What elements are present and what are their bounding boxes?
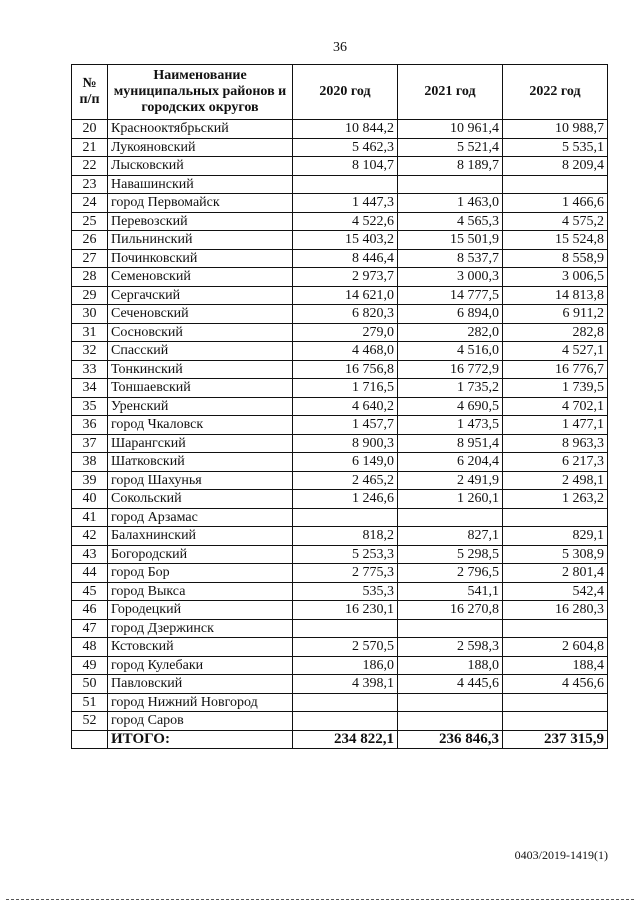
row-name: город Кулебаки	[108, 656, 293, 675]
row-value-2020: 10 844,2	[293, 120, 398, 139]
total-2020: 234 822,1	[293, 730, 398, 749]
table-row	[72, 323, 608, 342]
row-number: 50	[72, 675, 108, 694]
row-value-2021: 14 777,5	[398, 286, 503, 305]
table-row	[72, 471, 608, 490]
table-row	[72, 453, 608, 472]
row-value-2020: 2 973,7	[293, 268, 398, 287]
row-number: 45	[72, 582, 108, 601]
row-value-2020: 1 246,6	[293, 490, 398, 509]
row-value-2020: 4 398,1	[293, 675, 398, 694]
row-value-2022: 15 524,8	[503, 231, 608, 250]
row-value-2021: 541,1	[398, 582, 503, 601]
row-value-2020: 4 522,6	[293, 212, 398, 231]
table-row	[72, 194, 608, 213]
row-value-2022: 3 006,5	[503, 268, 608, 287]
row-name: Семеновский	[108, 268, 293, 287]
row-number: 29	[72, 286, 108, 305]
row-value-2020	[293, 712, 398, 731]
table-row	[72, 434, 608, 453]
row-value-2022: 188,4	[503, 656, 608, 675]
row-number: 52	[72, 712, 108, 731]
row-number: 51	[72, 693, 108, 712]
row-name: Лысковский	[108, 157, 293, 176]
table-row	[72, 582, 608, 601]
header-2021: 2021 год	[398, 65, 503, 120]
row-name: Тоншаевский	[108, 379, 293, 398]
row-value-2022: 14 813,8	[503, 286, 608, 305]
row-value-2020: 279,0	[293, 323, 398, 342]
row-name: Спасский	[108, 342, 293, 361]
row-value-2020: 535,3	[293, 582, 398, 601]
row-value-2022: 829,1	[503, 527, 608, 546]
row-number: 23	[72, 175, 108, 194]
row-value-2022	[503, 175, 608, 194]
row-value-2021: 2 796,5	[398, 564, 503, 583]
row-value-2020: 6 149,0	[293, 453, 398, 472]
row-value-2021: 1 473,5	[398, 416, 503, 435]
row-value-2021: 10 961,4	[398, 120, 503, 139]
row-name: Богородский	[108, 545, 293, 564]
row-value-2022: 4 575,2	[503, 212, 608, 231]
row-value-2022: 6 217,3	[503, 453, 608, 472]
row-name: Тонкинский	[108, 360, 293, 379]
row-name: Сергачский	[108, 286, 293, 305]
total-num-cell	[72, 730, 108, 749]
row-value-2022: 542,4	[503, 582, 608, 601]
row-value-2022: 2 801,4	[503, 564, 608, 583]
row-value-2021	[398, 619, 503, 638]
table-row	[72, 175, 608, 194]
row-value-2021: 4 516,0	[398, 342, 503, 361]
row-value-2020	[293, 508, 398, 527]
row-name: Балахнинский	[108, 527, 293, 546]
row-value-2021: 15 501,9	[398, 231, 503, 250]
row-number: 36	[72, 416, 108, 435]
table-row	[72, 305, 608, 324]
row-name: Навашинский	[108, 175, 293, 194]
table-row	[72, 490, 608, 509]
table-row	[72, 564, 608, 583]
row-value-2020: 818,2	[293, 527, 398, 546]
row-value-2021: 16 270,8	[398, 601, 503, 620]
row-name: Сокольский	[108, 490, 293, 509]
table-row	[72, 379, 608, 398]
row-value-2022: 1 739,5	[503, 379, 608, 398]
row-number: 32	[72, 342, 108, 361]
table-row	[72, 138, 608, 157]
table-row	[72, 545, 608, 564]
row-number: 25	[72, 212, 108, 231]
row-number: 20	[72, 120, 108, 139]
row-number: 40	[72, 490, 108, 509]
row-number: 22	[72, 157, 108, 176]
row-name: Краснооктябрьский	[108, 120, 293, 139]
total-row	[72, 730, 608, 749]
row-value-2021: 2 598,3	[398, 638, 503, 657]
row-value-2021: 8 951,4	[398, 434, 503, 453]
row-value-2020: 186,0	[293, 656, 398, 675]
table-row	[72, 656, 608, 675]
table-row	[72, 212, 608, 231]
table-row	[72, 268, 608, 287]
row-number: 49	[72, 656, 108, 675]
table-row	[72, 416, 608, 435]
row-value-2022: 8 558,9	[503, 249, 608, 268]
row-value-2020: 2 570,5	[293, 638, 398, 657]
row-value-2021: 6 204,4	[398, 453, 503, 472]
row-number: 48	[72, 638, 108, 657]
row-value-2021: 282,0	[398, 323, 503, 342]
header-2022: 2022 год	[503, 65, 608, 120]
row-name: Починковский	[108, 249, 293, 268]
row-value-2021: 2 491,9	[398, 471, 503, 490]
table-row	[72, 231, 608, 250]
table-row	[72, 693, 608, 712]
row-value-2021: 1 463,0	[398, 194, 503, 213]
row-number: 35	[72, 397, 108, 416]
total-2021: 236 846,3	[398, 730, 503, 749]
table-row	[72, 601, 608, 620]
row-value-2022: 2 498,1	[503, 471, 608, 490]
bottom-divider	[6, 899, 634, 900]
row-name: Шатковский	[108, 453, 293, 472]
table-row	[72, 249, 608, 268]
row-name: город Арзамас	[108, 508, 293, 527]
row-value-2020	[293, 619, 398, 638]
row-value-2021: 8 189,7	[398, 157, 503, 176]
row-name: город Саров	[108, 712, 293, 731]
table-row	[72, 619, 608, 638]
row-name: Павловский	[108, 675, 293, 694]
row-value-2022: 1 466,6	[503, 194, 608, 213]
row-value-2022: 4 527,1	[503, 342, 608, 361]
row-value-2022: 8 963,3	[503, 434, 608, 453]
table-row	[72, 120, 608, 139]
row-value-2020	[293, 693, 398, 712]
table-row	[72, 157, 608, 176]
row-value-2021: 188,0	[398, 656, 503, 675]
row-value-2022: 6 911,2	[503, 305, 608, 324]
row-value-2022: 16 776,7	[503, 360, 608, 379]
row-value-2022: 1 477,1	[503, 416, 608, 435]
row-name: город Первомайск	[108, 194, 293, 213]
row-number: 24	[72, 194, 108, 213]
row-name: Сосновский	[108, 323, 293, 342]
row-value-2020: 4 640,2	[293, 397, 398, 416]
document-code: 0403/2019-1419(1)	[514, 848, 608, 862]
row-number: 30	[72, 305, 108, 324]
row-value-2021: 1 260,1	[398, 490, 503, 509]
row-value-2020: 4 468,0	[293, 342, 398, 361]
row-value-2020: 8 104,7	[293, 157, 398, 176]
row-value-2022: 16 280,3	[503, 601, 608, 620]
row-value-2021: 4 445,6	[398, 675, 503, 694]
row-name: Перевозский	[108, 212, 293, 231]
row-name: Кстовский	[108, 638, 293, 657]
row-value-2022: 4 702,1	[503, 397, 608, 416]
row-value-2021	[398, 693, 503, 712]
row-value-2022: 5 308,9	[503, 545, 608, 564]
row-number: 37	[72, 434, 108, 453]
row-value-2020: 16 230,1	[293, 601, 398, 620]
total-2022: 237 315,9	[503, 730, 608, 749]
row-value-2022: 2 604,8	[503, 638, 608, 657]
row-number: 28	[72, 268, 108, 287]
row-value-2022	[503, 619, 608, 638]
row-value-2021: 5 521,4	[398, 138, 503, 157]
table-row	[72, 397, 608, 416]
row-value-2021: 6 894,0	[398, 305, 503, 324]
row-name: город Шахунья	[108, 471, 293, 490]
row-value-2022	[503, 712, 608, 731]
row-name: город Нижний Новгород	[108, 693, 293, 712]
table-row	[72, 638, 608, 657]
row-number: 34	[72, 379, 108, 398]
row-value-2022: 282,8	[503, 323, 608, 342]
row-value-2021	[398, 712, 503, 731]
table-header	[72, 65, 608, 120]
row-name: город Дзержинск	[108, 619, 293, 638]
row-value-2020	[293, 175, 398, 194]
header-num	[72, 65, 108, 120]
row-value-2022: 5 535,1	[503, 138, 608, 157]
row-name: город Чкаловск	[108, 416, 293, 435]
row-number: 44	[72, 564, 108, 583]
row-name: Пильнинский	[108, 231, 293, 250]
table-body	[72, 120, 608, 731]
row-number: 47	[72, 619, 108, 638]
header-name: Наименование муниципальных районов и городских округов	[108, 65, 293, 120]
row-name: Уренский	[108, 397, 293, 416]
row-value-2022	[503, 693, 608, 712]
row-value-2020: 1 447,3	[293, 194, 398, 213]
row-value-2021	[398, 175, 503, 194]
row-value-2020: 16 756,8	[293, 360, 398, 379]
row-value-2021: 5 298,5	[398, 545, 503, 564]
row-value-2020: 8 900,3	[293, 434, 398, 453]
table-row	[72, 527, 608, 546]
row-name: Лукояновский	[108, 138, 293, 157]
subsidy-table	[71, 64, 608, 749]
table-row	[72, 360, 608, 379]
row-value-2020: 1 457,7	[293, 416, 398, 435]
row-value-2021: 8 537,7	[398, 249, 503, 268]
row-value-2020: 8 446,4	[293, 249, 398, 268]
row-number: 42	[72, 527, 108, 546]
row-name: Сеченовский	[108, 305, 293, 324]
row-value-2020: 2 775,3	[293, 564, 398, 583]
row-value-2022: 10 988,7	[503, 120, 608, 139]
row-value-2021	[398, 508, 503, 527]
row-number: 27	[72, 249, 108, 268]
row-number: 39	[72, 471, 108, 490]
row-number: 41	[72, 508, 108, 527]
row-number: 38	[72, 453, 108, 472]
row-value-2020: 2 465,2	[293, 471, 398, 490]
row-name: Городецкий	[108, 601, 293, 620]
row-number: 46	[72, 601, 108, 620]
row-value-2021: 4 690,5	[398, 397, 503, 416]
row-value-2021: 4 565,3	[398, 212, 503, 231]
row-value-2021: 16 772,9	[398, 360, 503, 379]
row-value-2021: 1 735,2	[398, 379, 503, 398]
row-number: 33	[72, 360, 108, 379]
row-value-2020: 6 820,3	[293, 305, 398, 324]
row-number: 21	[72, 138, 108, 157]
row-value-2022: 1 263,2	[503, 490, 608, 509]
header-2020: 2020 год	[293, 65, 398, 120]
table-row	[72, 342, 608, 361]
row-value-2022: 4 456,6	[503, 675, 608, 694]
header-num-label: № п/п	[79, 76, 100, 107]
row-name: Шарангский	[108, 434, 293, 453]
row-number: 26	[72, 231, 108, 250]
row-value-2021: 3 000,3	[398, 268, 503, 287]
total-label: ИТОГО:	[108, 730, 293, 749]
row-value-2020: 14 621,0	[293, 286, 398, 305]
table-row	[72, 286, 608, 305]
row-number: 43	[72, 545, 108, 564]
row-value-2020: 1 716,5	[293, 379, 398, 398]
table-row	[72, 712, 608, 731]
row-value-2020: 5 462,3	[293, 138, 398, 157]
page-number: 36	[333, 40, 347, 55]
row-name: город Выкса	[108, 582, 293, 601]
table-row	[72, 675, 608, 694]
row-value-2022	[503, 508, 608, 527]
row-value-2020: 5 253,3	[293, 545, 398, 564]
row-number: 31	[72, 323, 108, 342]
table-row	[72, 508, 608, 527]
row-name: город Бор	[108, 564, 293, 583]
row-value-2021: 827,1	[398, 527, 503, 546]
row-value-2022: 8 209,4	[503, 157, 608, 176]
row-value-2020: 15 403,2	[293, 231, 398, 250]
